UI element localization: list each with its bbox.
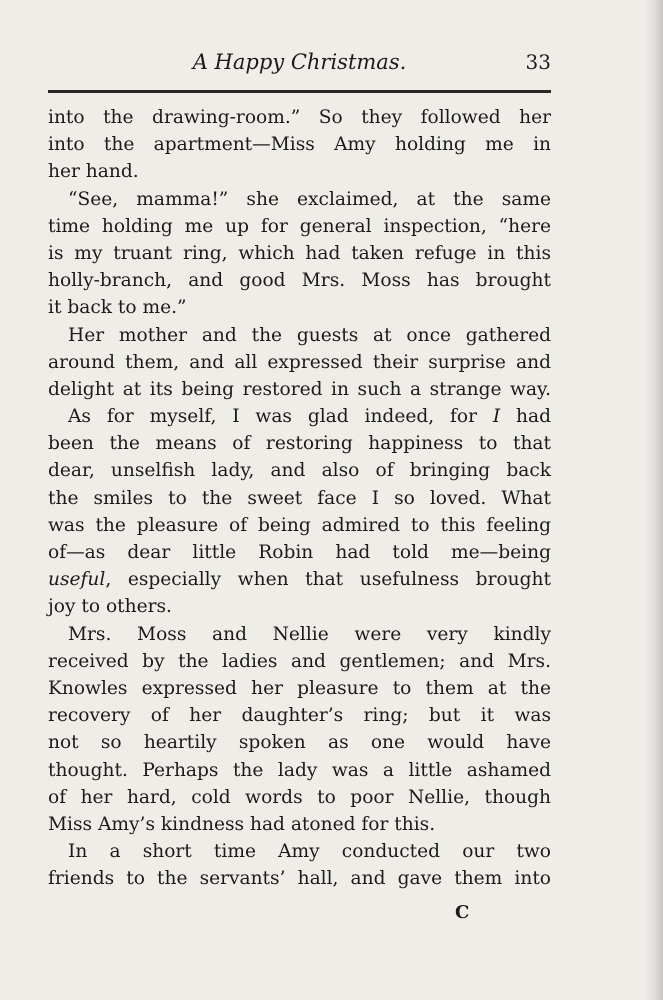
text-line: As for myself, I was glad indeed, for I had (68, 406, 552, 428)
text-line: was the pleasure of being admired to this feeling (48, 514, 551, 536)
text-line: been the means of restoring happiness to that (48, 433, 551, 455)
text-line: Her mother and the guests at once gathered (68, 324, 551, 346)
text-line: thought. Perhaps the lady was a little ashamed (48, 759, 551, 781)
text-line: dear, unselfish lady, and also of bringing back (48, 460, 551, 482)
text-line: recovery of her daughter’s ring; but it was (48, 705, 551, 727)
text-line: into the apartment—Miss Amy holding me in (48, 134, 551, 156)
text-line: friends to the servants’ hall, and gave them into (48, 868, 551, 890)
text-line: “See, mamma!” she exclaimed, at the same (68, 188, 551, 210)
running-title: A Happy Christmas. (192, 50, 407, 74)
signature-mark: C (455, 902, 470, 923)
text-line: time holding me up for general inspection, “here (48, 215, 551, 237)
body-text (48, 104, 551, 892)
text-line: Mrs. Moss and Nellie were very kindly (68, 623, 551, 645)
text-line: around them, and all expressed their surprise and (48, 351, 551, 373)
text-line: not so heartily spoken as one would have (48, 732, 551, 754)
text-line: of her hard, cold words to poor Nellie, though (48, 786, 551, 808)
text-line: is my truant ring, which had taken refuge in this (48, 242, 551, 264)
header-rule (48, 90, 551, 93)
running-header (48, 48, 551, 80)
text-line: into the drawing-room.” So they followed her (48, 107, 551, 128)
text-line: her hand. (48, 161, 139, 183)
text-line: joy to others. (48, 596, 172, 618)
page-edge-shadow (645, 0, 663, 1000)
text-line: useful, especially when that usefulness brought (48, 569, 551, 591)
text-line: received by the ladies and gentlemen; and Mrs. (48, 650, 551, 672)
text-line: it back to me.” (48, 297, 187, 319)
text-line: of—as dear little Robin had told me—being (48, 542, 551, 563)
text-line: holly-branch, and good Mrs. Moss has brought (48, 270, 551, 292)
text-line: Knowles expressed her pleasure to them at the (48, 677, 551, 699)
text-line: Miss Amy’s kindness had atoned for this. (48, 813, 436, 835)
text-line: the smiles to the sweet face I so loved. What (48, 487, 551, 509)
page-number: 33 (525, 50, 551, 74)
text-line: delight at its being restored in such a strange way. (48, 378, 551, 400)
text-line: In a short time Amy conducted our two (68, 841, 551, 863)
